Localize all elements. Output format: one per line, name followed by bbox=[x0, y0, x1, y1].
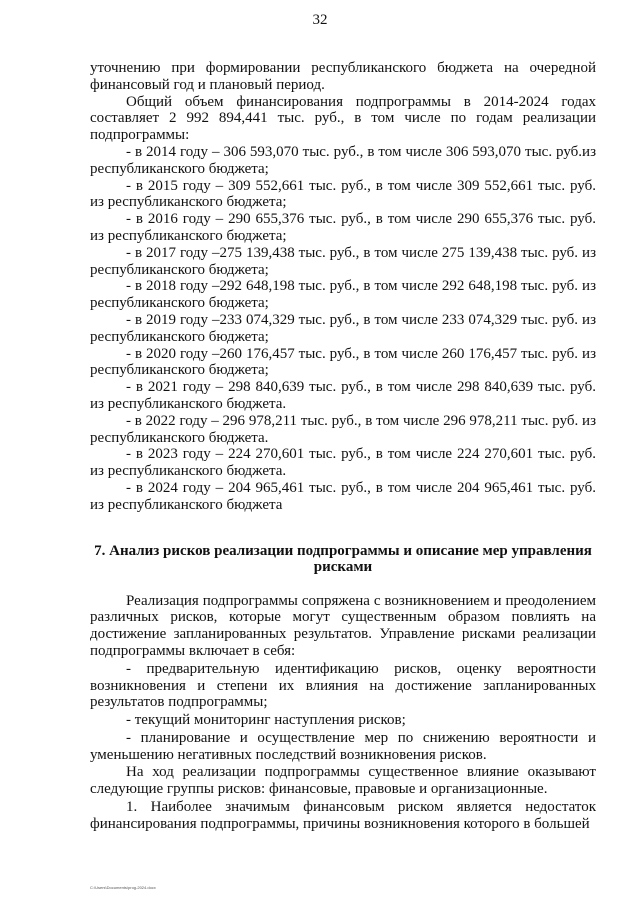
year-item-2021: - в 2021 году – 298 840,639 тыс. руб., в том числе 298 840,639 тыс. руб. из республиканского бюджета. bbox=[90, 379, 596, 412]
footer-file-path: С:\Users\Documents\prog-2024.docx bbox=[90, 885, 156, 890]
page-number: 32 bbox=[312, 12, 328, 28]
year-item-2017: - в 2017 году –275 139,438 тыс. руб., в том числе 275 139,438 тыс. руб. из республиканского бюджета; bbox=[90, 244, 596, 278]
risk-item-identification: - предварительную идентификацию рисков, оценку вероятности возникновения и степени их влияния на достижение запланированных результатов подпрограммы; bbox=[90, 660, 596, 711]
year-item-2016: - в 2016 году – 290 655,376 тыс. руб., в том числе 290 655,376 тыс. руб. из республиканского бюджета; bbox=[90, 211, 596, 244]
year-item-2019: - в 2019 году –233 074,329 тыс. руб., в том числе 233 074,329 тыс. руб. из республиканского бюджета; bbox=[90, 311, 596, 345]
year-item-2020: - в 2020 году –260 176,457 тыс. руб., в том числе 260 176,457 тыс. руб. из республиканского бюджета; bbox=[90, 345, 596, 379]
year-item-2023: - в 2023 году – 224 270,601 тыс. руб., в том числе 224 270,601 тыс. руб. из республиканского бюджета. bbox=[90, 446, 596, 480]
section-heading: 7. Анализ рисков реализации подпрограммы и описание мер управления рисками bbox=[94, 542, 592, 575]
section-risks bbox=[90, 593, 596, 833]
document-body bbox=[90, 60, 596, 834]
year-item-2014: - в 2014 году – 306 593,070 тыс. руб., в том числе 306 593,070 тыс. руб.из республиканского бюджета; bbox=[90, 143, 596, 177]
paragraph-total-financing: Общий объем финансирования подпрограммы в 2014-2024 годах составляет 2 992 894,441 тыс. руб., в том числе по годам реализации подпрограммы: bbox=[90, 93, 596, 144]
year-item-2015: - в 2015 году – 309 552,661 тыс. руб., в том числе 309 552,661 тыс. руб. из республиканского бюджета; bbox=[90, 177, 596, 211]
paragraph-risk-groups: На ход реализации подпрограммы существенное влияние оказывают следующие группы рисков: финансовые, правовые и организационные. bbox=[90, 764, 596, 798]
paragraph-financial-risk: 1. Наиболее значимым финансовым риском является недостаток финансирования подпрограммы, причины возникновения которого в большей bbox=[90, 799, 596, 832]
year-item-2022: - в 2022 году – 296 978,211 тыс. руб., в том числе 296 978,211 тыс. руб. из республиканского бюджета. bbox=[90, 412, 596, 446]
risk-item-planning: - планирование и осуществление мер по снижению вероятности и уменьшению негативных последствий возникновения рисков. bbox=[90, 729, 596, 763]
section-financing bbox=[90, 60, 596, 514]
year-item-2018: - в 2018 году –292 648,198 тыс. руб., в том числе 292 648,198 тыс. руб. из республиканского бюджета; bbox=[90, 278, 596, 312]
paragraph-continuation: уточнению при формировании республиканского бюджета на очередной финансовый год и плановый период. bbox=[90, 60, 596, 93]
year-item-2024: - в 2024 году – 204 965,461 тыс. руб., в том числе 204 965,461 тыс. руб. из республиканского бюджета bbox=[90, 479, 596, 513]
paragraph-risks-intro: Реализация подпрограммы сопряжена с возникновением и преодолением различных рисков, которые могут существенным образом повлиять на достижение запланированных результатов. Управление рисками реализации подпрограммы включает в себя: bbox=[90, 592, 596, 659]
risk-item-monitoring: - текущий мониторинг наступления рисков; bbox=[126, 712, 406, 729]
